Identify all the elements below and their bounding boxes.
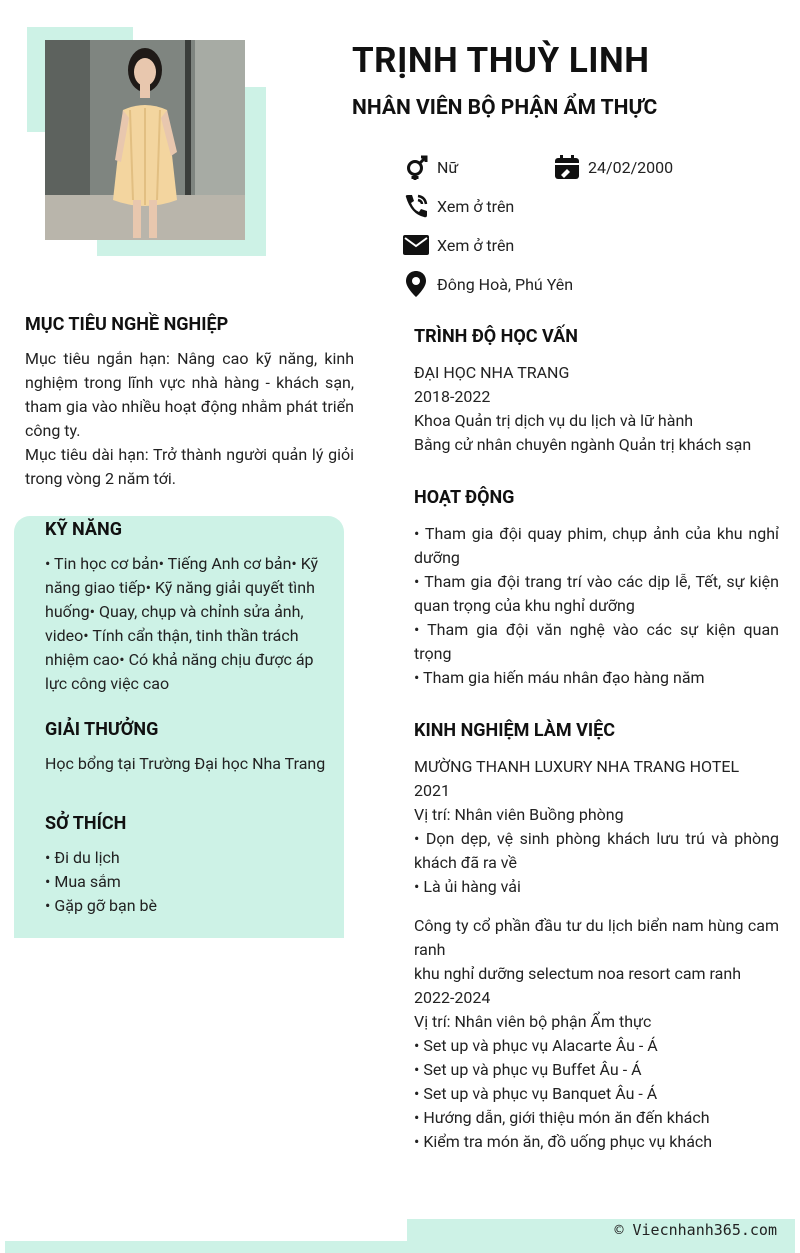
phone-row (402, 192, 514, 220)
job-title: NHÂN VIÊN BỘ PHẬN ẨM THỰC (352, 96, 658, 120)
experience-title: KINH NGHIỆM LÀM VIỆC (414, 720, 616, 741)
activities-title: HOẠT ĐỘNG (414, 487, 515, 508)
list-item: • Hướng dẫn, giới thiệu món ăn đến khách (414, 1108, 710, 1127)
education-school: ĐẠI HỌC NHA TRANG (414, 363, 570, 382)
list-item: • Kiểm tra món ăn, đồ uống phục vụ khách (414, 1132, 713, 1151)
objective-title: MỤC TIÊU NGHỀ NGHIỆP (25, 314, 229, 335)
education-degree: Bằng cử nhân chuyên ngành Quản trị khách sạn (414, 435, 752, 454)
address-value: Đông Hoà, Phú Yên (437, 274, 574, 294)
address-row (402, 270, 573, 298)
job-company: MƯỜNG THANH LUXURY NHA TRANG HOTEL (414, 757, 740, 776)
profile-photo (45, 40, 245, 240)
candidate-name: TRỊNH THUỲ LINH (352, 40, 650, 81)
list-item: • Set up và phục vụ Buffet Âu - Á (414, 1060, 642, 1079)
list-item: • Tham gia đội quay phim, chụp ảnh của khu nghỉ dưỡng (414, 524, 779, 567)
awards-title: GIẢI THƯỞNG (45, 719, 159, 740)
education-title: TRÌNH ĐỘ HỌC VẤN (414, 326, 578, 347)
list-item: • Đi du lịch (45, 848, 120, 867)
job-years: 2021 (414, 781, 450, 800)
gender-value: Nữ (437, 157, 459, 177)
education-details (414, 361, 780, 457)
experience-job-1 (414, 755, 779, 899)
phone-icon (402, 192, 430, 220)
job-position: Vị trí: Nhân viên bộ phận Ẩm thực (414, 1012, 652, 1031)
job-company-sub: khu nghỉ dưỡng selectum noa resort cam ranh (414, 964, 742, 983)
job-years: 2022-2024 (414, 988, 491, 1007)
objective-short-term: Mục tiêu ngắn hạn: Nâng cao kỹ năng, kinh nghiệm trong lĩnh vực nhà hàng - khách sạn, tham gia vào nhiều hoạt động nhằm phát triển công ty. (25, 349, 354, 440)
awards-text: Học bổng tại Trường Đại học Nha Trang (45, 754, 326, 773)
list-item: • Set up và phục vụ Alacarte Âu - Á (414, 1036, 658, 1055)
list-item: • Tham gia đội trang trí vào các dịp lễ, Tết, sự kiện quan trọng của khu nghỉ dưỡng (414, 572, 779, 615)
envelope-icon (402, 231, 430, 259)
skills-text: • Tin học cơ bản• Tiếng Anh cơ bản• Kỹ năng giao tiếp• Kỹ năng giải quyết tình huống• Quay, chụp và chỉnh sửa ảnh, video• Tính cẩn thận, tinh thần trách nhiệm cao• Có khả năng chịu được áp lực công việc cao (45, 554, 319, 693)
job-company: Công ty cổ phần đầu tư du lịch biển nam hùng cam ranh (414, 916, 779, 959)
email-row (402, 231, 514, 259)
list-item: • Dọn dẹp, vệ sinh phòng khách lưu trú và phòng khách đã ra về (414, 829, 779, 872)
location-pin-icon (402, 270, 430, 298)
hobbies-title: SỞ THÍCH (45, 813, 127, 834)
activities-list (414, 522, 779, 690)
skills-title: KỸ NĂNG (45, 519, 122, 540)
hobbies-list (45, 846, 333, 918)
list-item: • Tham gia hiến máu nhân đạo hàng năm (414, 668, 705, 687)
footer-watermark: © Viecnhanh365.com (614, 1221, 777, 1239)
education-years: 2018-2022 (414, 387, 491, 406)
list-item: • Là ủi hàng vải (414, 877, 521, 896)
email-value: Xem ở trên (437, 235, 515, 255)
gender-row (402, 153, 458, 181)
objective-long-term: Mục tiêu dài hạn: Trở thành người quản lý giỏi trong vòng 2 năm tới. (25, 445, 354, 488)
list-item: • Set up và phục vụ Banquet Âu - Á (414, 1084, 658, 1103)
calendar-icon (553, 153, 581, 181)
job-position: Vị trí: Nhân viên Buồng phòng (414, 805, 624, 824)
phone-value: Xem ở trên (437, 196, 515, 216)
list-item: • Tham gia đội văn nghệ vào các sự kiện quan trọng (414, 620, 779, 663)
dob-value: 24/02/2000 (588, 157, 674, 177)
experience-job-2 (414, 914, 779, 1154)
education-faculty: Khoa Quản trị dịch vụ du lịch và lữ hành (414, 411, 694, 430)
dob-row (553, 153, 673, 181)
list-item: • Gặp gỡ bạn bè (45, 896, 157, 915)
list-item: • Mua sắm (45, 872, 121, 891)
gender-icon (402, 153, 430, 181)
